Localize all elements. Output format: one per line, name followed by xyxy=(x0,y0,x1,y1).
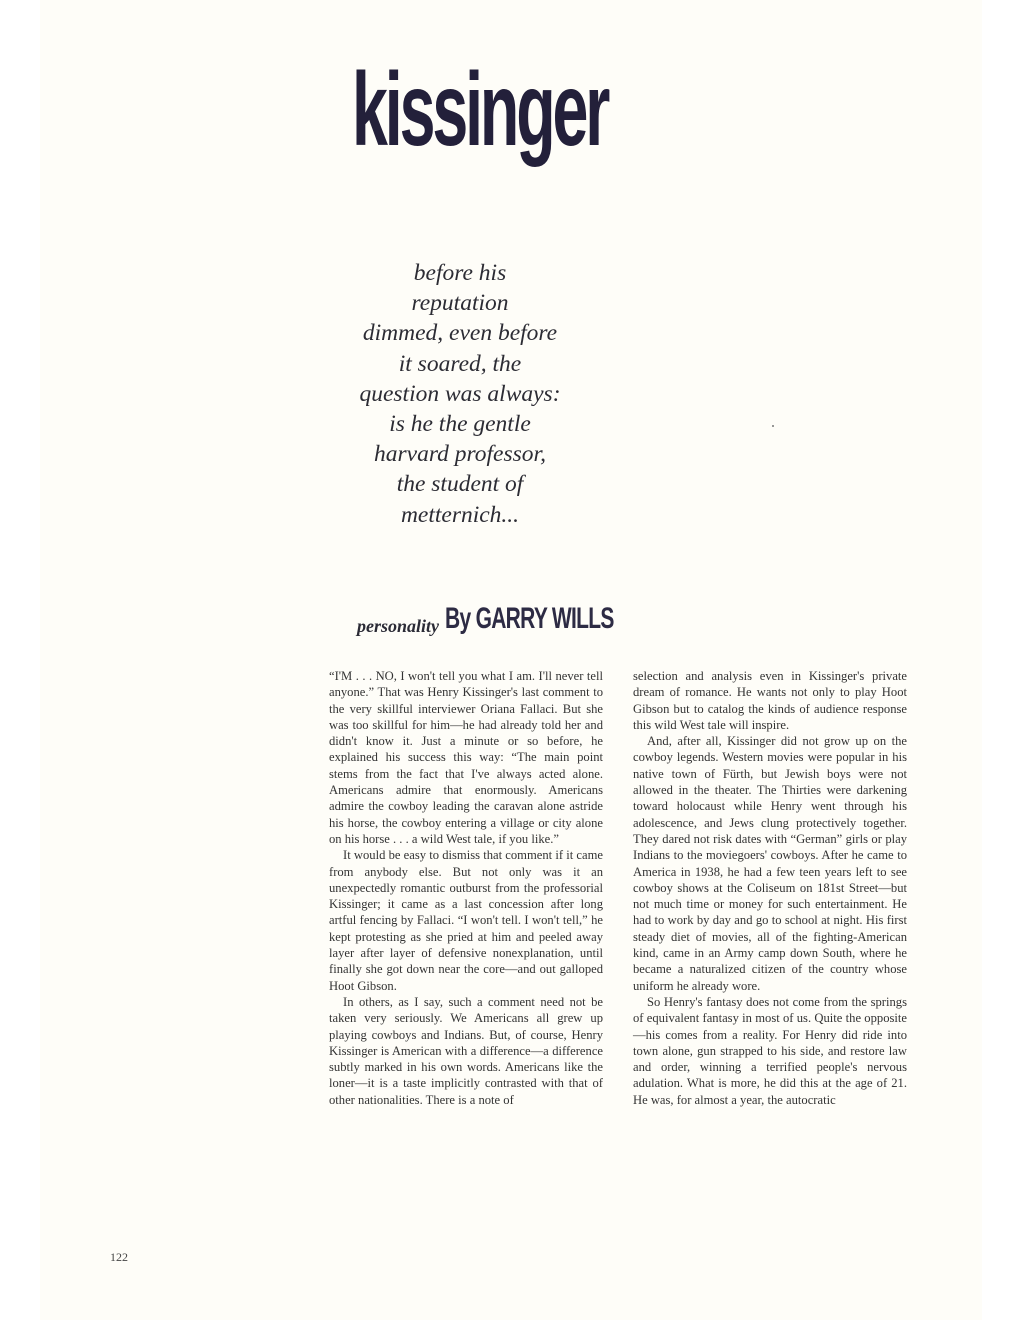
paragraph: It would be easy to dismiss that comment if it came from anybody else. But not only was it an unexpectedly romantic outburst from the professorial Kissinger; it came as a last concession after long artful fencing by Fallaci. “I won't tell. I won't tell,” he kept protesting as she pried at him and peeled away layer after layer of defensive nonexplanation, until finally she got down near the core—and out galloped Hoot Gibson. xyxy=(329,848,603,993)
deck-line: reputation xyxy=(411,290,509,317)
magazine-page xyxy=(40,0,982,1320)
paragraph: And, after all, Kissinger did not grow up on the cowboy legends. Western movies were popular in his native town of Fürth, but Jewish boys were not allowed in the theater. The Thirties were darkening toward holocaust while Henry went through his adolescence, and Jews clung protectively together. They dared not risk dates with “German” girls or play Indians to the moviegoers' cowboys. After he came to America in 1938, he had a few teen years left to see cowboy shows at the Coliseum on 181st Street—but not much time or money for such entertainment. He had to work by day and go to school at night. His first steady diet of movies, all of the fighting-American kind, came in an Army camp down South, where he became a naturalized citizen of the country whose uniform he already wore. xyxy=(633,734,907,993)
deck-line: before his xyxy=(413,260,507,286)
deck-line: dimmed, even before xyxy=(362,320,558,347)
paragraph: “I'M . . . NO, I won't tell you what I am. I'll never tell anyone.” That was Henry Kissinger's last comment to the very skillful interviewer Oriana Fallaci. But she was too skillful for him—he had already told her and didn't know it. Just a minute or so before, he explained his success this way: “The main point stems from the fact that I've always acted alone. Americans admire that enormously. Americans admire the cowboy leading the caravan alone astride his horse, the cowboy entering a village or city alone on his horse . . . a wild West tale, if you like.” xyxy=(329,669,603,846)
section-label: personality xyxy=(357,616,440,636)
print-speck xyxy=(772,425,774,427)
paragraph: selection and analysis even in Kissinger's private dream of romance. He wants not only to play Hoot Gibson but to catalog the kinds of audience response this wild West tale will inspire. xyxy=(633,669,907,732)
author-name: By GARRY WILLS xyxy=(445,602,614,635)
deck-line: the student of xyxy=(396,471,524,498)
deck-line: is he the gentle xyxy=(389,411,531,438)
body-column-left xyxy=(329,668,603,1108)
body-column-right xyxy=(633,668,907,1108)
article-title: kissinger xyxy=(352,52,608,168)
deck-line: it soared, the xyxy=(398,350,522,377)
deck-line: harvard professor, xyxy=(374,441,546,468)
deck-line: metternich... xyxy=(400,501,520,528)
article-deck xyxy=(330,258,590,530)
paragraph: In others, as I say, such a comment need not be taken very seriously. We Americans all grew up playing cowboys and Indians. But, of course, Henry Kissinger is American with a difference—a difference subtly marked in his own words. Americans like the loner—it is a taste implicitly contrasted with that of other nationalities. There is a note of xyxy=(329,994,603,1107)
page-number: 122 xyxy=(110,1250,128,1264)
paragraph: So Henry's fantasy does not come from the springs of equivalent fantasy in most of us. Quite the opposite—his comes from a reality. For Henry did ride into town alone, gun strapped to his side, and restore law and order, winning a terrified people's nervous adulation. What is more, he did this at the age of 21. He was, for almost a year, the autocratic xyxy=(633,994,907,1107)
deck-line: question was always: xyxy=(359,380,561,407)
